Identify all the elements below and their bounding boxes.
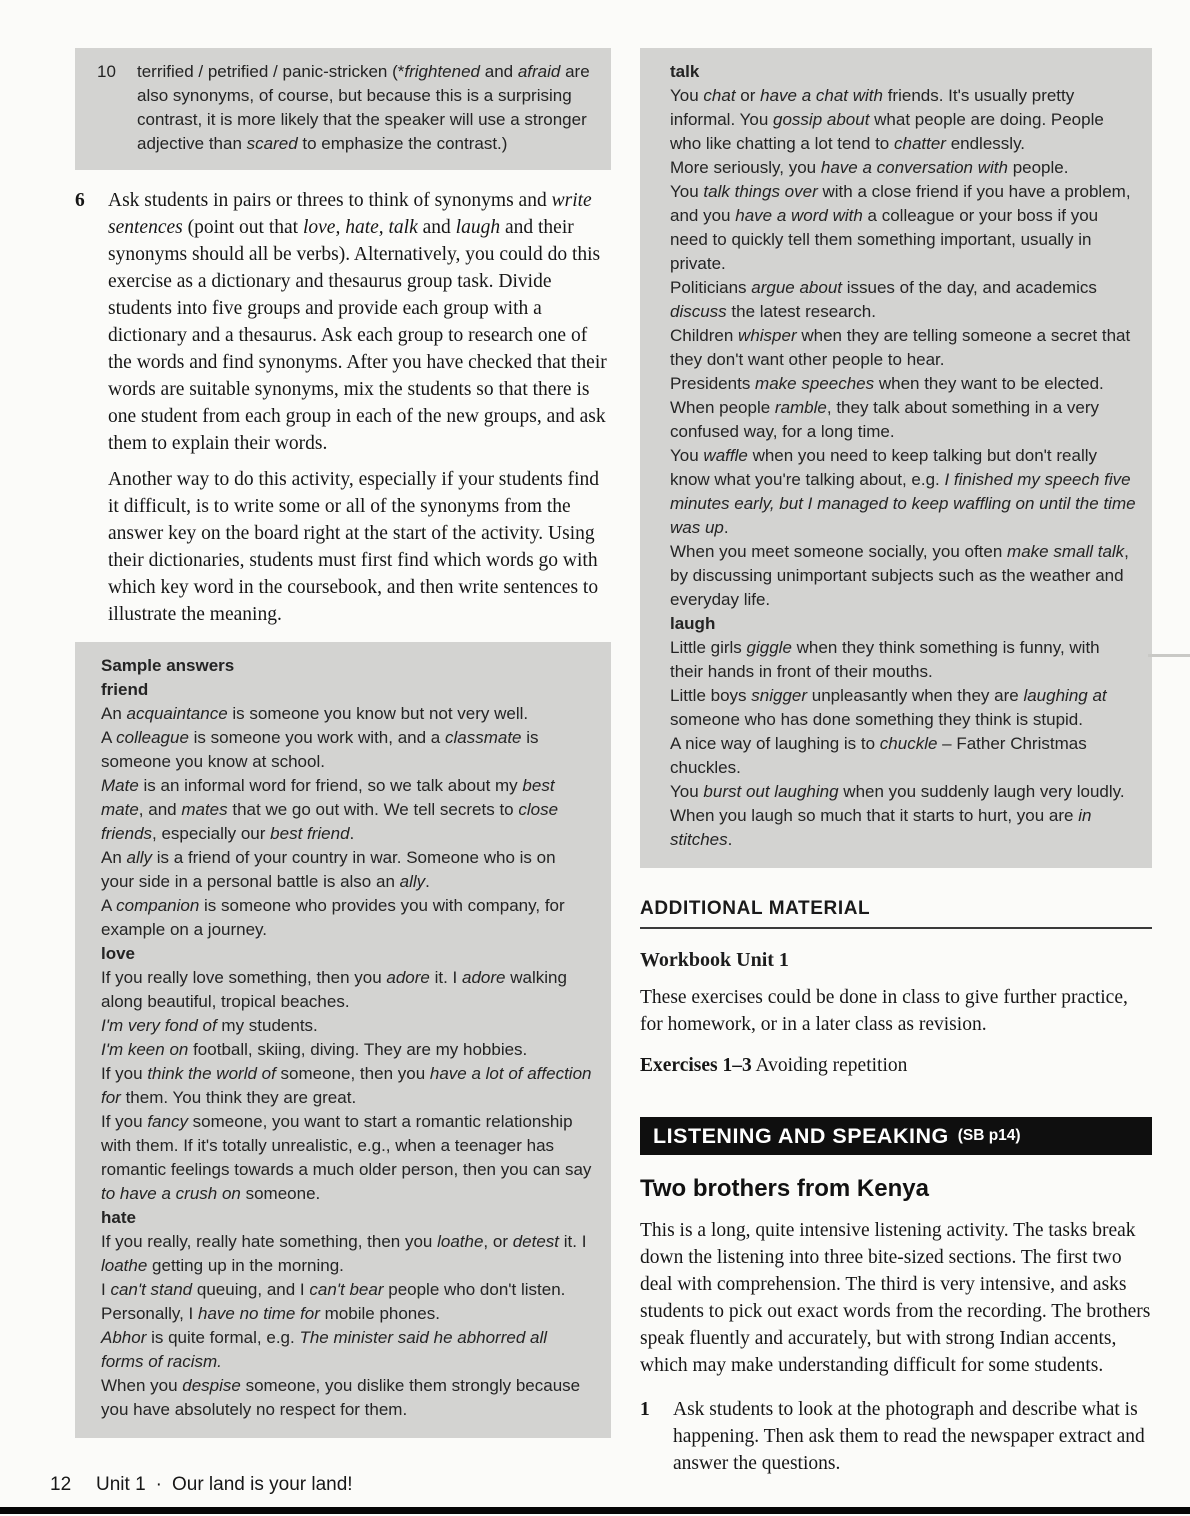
answer-line: An acquaintance is someone you know but not very well. [101,704,529,723]
banner-title: LISTENING AND SPEAKING [653,1123,949,1148]
section-talk-heading: talk [670,62,700,81]
answers-box-talk-laugh [640,48,1152,868]
answer-line: When you despise someone, you dislike them strongly because you have absolutely no respect for them. [101,1376,581,1419]
listening-activity-heading: Two brothers from Kenya [640,1175,929,1202]
additional-material-heading: ADDITIONAL MATERIAL [640,898,871,919]
listening-and-speaking-banner [640,1117,1152,1155]
step-1-paragraph: Ask students to look at the photograph and describe what is happening. Then ask them to read the newspaper extract and answer the questions. [673,1399,1145,1474]
answer-line: Personally, I have no time for mobile phones. [101,1304,440,1323]
answer-line: You chat or have a chat with friends. It's usually pretty informal. You gossip about what people are doing. People who like chatting a lot tend to chatter endlessly. [670,86,1104,153]
answer-line: Little boys snigger unpleasantly when they are laughing at someone who has done something they think is stupid. [670,686,1107,729]
answer-line: I can't stand queuing, and I can't bear people who don't listen. [101,1280,566,1299]
answer-line: When you meet someone socially, you often make small talk, by discussing unimportant subjects such as the weather and everyday life. [670,542,1129,609]
step-6-body [108,187,611,628]
footer-book-title: Our land is your land! [171,1474,353,1495]
answer-line: You waffle when you need to keep talking but don't really know what you're talking about, e.g. I finished my speech five minutes early, but I managed to keep waffling on until the time was up. [670,446,1136,537]
answer-line: Politicians argue about issues of the day, and academics discuss the latest research. [670,278,1097,321]
answer-line: A nice way of laughing is to chuckle – Father Christmas chuckles. [670,734,1087,777]
answer-line: When you laugh so much that it starts to hurt, you are in stitches. [670,806,1092,849]
answer-line: You burst out laughing when you suddenly laugh very loudly. [670,782,1125,801]
step-6-paragraph-1: Ask students in pairs or threes to think of synonyms and write sentences (point out that love, hate, talk and laugh and their synonyms should all be verbs). Alternatively, you could do this exercise as a dictionary and thesaurus group task. Divide students into five groups and provide each group with a dictionary and a thesaurus. Ask each group to research one of the words and find synonyms. After you have checked that their words are suitable synonyms, mix the students so that there is one student from each group in each of the new groups, and ask them to explain their words. [108,190,607,454]
section-hate [101,1206,593,1422]
section-friend-heading: friend [101,680,149,699]
answer-line: You talk things over with a close friend if you have a problem, and you have a word with a colleague or your boss if you need to quickly tell them something important, usually in private. [670,182,1131,273]
scan-artifact-line [1148,654,1190,657]
page-number: 12 [50,1474,72,1495]
banner-student-book-ref: (SB p14) [957,1127,1021,1144]
sample-answers-box [75,642,611,1438]
answer-box-item-10 [75,48,611,170]
scan-edge-bar [0,1507,1190,1514]
section-talk-lines [670,84,1136,612]
section-love-heading: love [101,944,136,963]
step-6-number: 6 [75,190,85,211]
answer-line: If you think the world of someone, then you have a lot of affection for them. You think they are great. [101,1064,592,1107]
answer-line: Presidents make speeches when they want to be elected. [670,374,1104,393]
footer-unit-label: Unit 1 [96,1474,146,1495]
section-love-lines [101,966,593,1206]
workbook-body: These exercises could be done in class to give further practice, for homework, or in a later class as revision. [640,987,1128,1035]
additional-material-section [640,898,1152,1079]
answer-line: Mate is an informal word for friend, so we talk about my best mate, and mates that we go out with. We tell secrets to close friends, especially our best friend. [101,776,559,843]
answer-line: If you really, really hate something, then you loathe, or detest it. I loathe getting up in the morning. [101,1232,587,1275]
answer-line: Little girls giggle when they think something is funny, with their hands in front of their mouths. [670,638,1100,681]
answer-line: When people ramble, they talk about something in a very confused way, for a long time. [670,398,1100,441]
section-laugh-heading: laugh [670,614,716,633]
answer-line: If you really love something, then you adore it. I adore walking along beautiful, tropical beaches. [101,968,567,1011]
right-column [640,48,1152,1477]
workbook-subheading: Workbook Unit 1 [640,949,789,971]
section-hate-heading: hate [101,1208,136,1227]
answer-line: If you fancy someone, you want to start a romantic relationship with them. If it's totally unrealistic, e.g., when a teenager has romantic feelings towards a much older person, then you can say to have a crush on someone. [101,1112,592,1203]
answer-10-number: 10 [97,62,116,81]
step-6-paragraph-2: Another way to do this activity, especially if your students find it difficult, is to write some or all of the synonyms from the answer key on the board right at the start of the activity. Using their dictionaries, students must first find which words go with which key word in the coursebook, and then write sentences to illustrate the meaning. [108,469,600,625]
answer-10-text: terrified / petrified / panic-stricken (*frightened and afraid are also synonyms, of course, but because this is a surprising contrast, it is more likely that the speaker will use a stronger adjective than scared to emphasize the contrast.) [137,62,590,153]
section-hate-lines [101,1230,593,1422]
section-laugh-lines [670,636,1136,852]
answer-line: I'm keen on football, skiing, diving. They are my hobbies. [101,1040,528,1059]
sample-answers-title: Sample answers [101,656,235,675]
heading-rule [640,927,1152,929]
answer-line: More seriously, you have a conversation with people. [670,158,1069,177]
section-laugh [670,612,1136,852]
answer-line: A companion is someone who provides you with company, for example on a journey. [101,896,565,939]
section-friend [101,678,593,942]
teaching-step-6 [75,187,611,628]
section-talk [670,60,1136,612]
answer-line: Children whisper when they are telling someone a secret that they don't want other people to hear. [670,326,1131,369]
section-friend-lines [101,702,593,942]
step-1-number: 1 [640,1399,650,1420]
page-footer [50,1474,353,1496]
teaching-step-1 [640,1396,1152,1477]
listening-activity-intro: This is a long, quite intensive listening activity. The tasks break down the listening into three bite-sized sections. The first two deal with comprehension. The third is very intensive, and asks students to pick out exact words from the recording. The brothers speak fluently and accurately, but with strong Indian accents, which may make understanding difficult for some students. [640,1220,1151,1376]
answer-line: Abhor is quite formal, e.g. The minister said he abhorred all forms of racism. [101,1328,548,1371]
answer-line: A colleague is someone you work with, and a classmate is someone you know at school. [101,728,539,771]
answer-line: An ally is a friend of your country in war. Someone who is on your side in a personal battle is also an ally. [101,848,556,891]
left-column [75,48,611,1438]
answer-line: I'm very fond of my students. [101,1016,318,1035]
exercises-line: Exercises 1–3 Avoiding repetition [640,1055,908,1076]
footer-separator-dot: · [155,1474,162,1495]
section-love [101,942,593,1206]
step-1-body [673,1396,1152,1477]
